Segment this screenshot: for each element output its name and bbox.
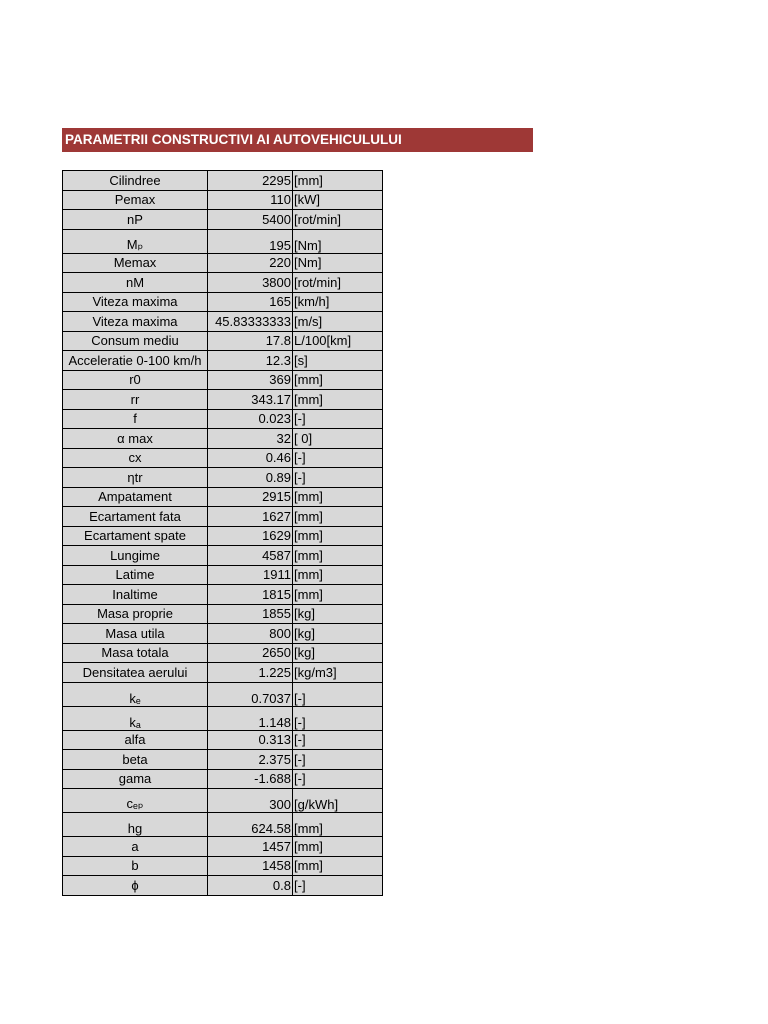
- parameter-unit-cell[interactable]: [-]: [293, 468, 383, 488]
- table-row: [63, 331, 383, 351]
- parameter-name-cell[interactable]: nP: [63, 210, 208, 230]
- parameter-unit-cell[interactable]: [km/h]: [293, 292, 383, 312]
- parameter-unit-cell[interactable]: [mm]: [293, 856, 383, 876]
- parameter-name-cell[interactable]: Masa utila: [63, 624, 208, 644]
- parameter-unit-cell[interactable]: [Nm]: [293, 253, 383, 273]
- parameter-unit-cell[interactable]: [Nm]: [293, 229, 383, 253]
- parameter-unit-cell[interactable]: [kg/m3]: [293, 663, 383, 683]
- parameter-value-cell[interactable]: 1815: [208, 585, 293, 605]
- parameter-name-cell[interactable]: ηtr: [63, 468, 208, 488]
- parameter-value-cell[interactable]: 0.46: [208, 448, 293, 468]
- parameter-name-cell[interactable]: Lungime: [63, 546, 208, 566]
- parameter-value-cell[interactable]: 624.58: [208, 813, 293, 837]
- table-row: [63, 769, 383, 789]
- table-row: [63, 643, 383, 663]
- parameter-value-cell[interactable]: 0.313: [208, 730, 293, 750]
- parameter-name-cell[interactable]: Viteza maxima: [63, 312, 208, 332]
- parameter-unit-cell[interactable]: [m/s]: [293, 312, 383, 332]
- parameter-name-cell[interactable]: beta: [63, 750, 208, 770]
- parameter-value-cell[interactable]: 12.3: [208, 351, 293, 371]
- parameter-name-cell[interactable]: cx: [63, 448, 208, 468]
- parameter-unit-cell[interactable]: [rot/min]: [293, 210, 383, 230]
- parameter-unit-cell[interactable]: [mm]: [293, 837, 383, 857]
- parameter-unit-cell[interactable]: [mm]: [293, 813, 383, 837]
- table-row: [63, 210, 383, 230]
- table-row: [63, 663, 383, 683]
- parameter-value-cell[interactable]: 0.7037: [208, 682, 293, 706]
- parameter-unit-cell[interactable]: L/100[km]: [293, 331, 383, 351]
- parameter-value-cell[interactable]: 2915: [208, 487, 293, 507]
- parameter-name-cell[interactable]: kₑ: [63, 682, 208, 706]
- parameter-unit-cell[interactable]: [-]: [293, 730, 383, 750]
- table-row: [63, 229, 383, 253]
- parameter-value-cell[interactable]: 1.225: [208, 663, 293, 683]
- parameter-unit-cell[interactable]: [kW]: [293, 190, 383, 210]
- parameter-value-cell[interactable]: 3800: [208, 273, 293, 293]
- parameter-value-cell[interactable]: 369: [208, 370, 293, 390]
- table-row: [63, 624, 383, 644]
- parameter-value-cell[interactable]: 220: [208, 253, 293, 273]
- table-row: [63, 585, 383, 605]
- table-row: [63, 876, 383, 896]
- parameters-table-body: [63, 171, 383, 896]
- parameter-name-cell[interactable]: Masa proprie: [63, 604, 208, 624]
- table-row: [63, 273, 383, 293]
- parameter-name-cell[interactable]: cₑₚ: [63, 789, 208, 813]
- parameter-value-cell[interactable]: 0.023: [208, 409, 293, 429]
- table-row: [63, 813, 383, 837]
- parameter-name-cell[interactable]: Viteza maxima: [63, 292, 208, 312]
- parameter-unit-cell[interactable]: [mm]: [293, 526, 383, 546]
- table-row: [63, 253, 383, 273]
- parameter-name-cell[interactable]: Pemax: [63, 190, 208, 210]
- parameter-unit-cell[interactable]: [-]: [293, 769, 383, 789]
- table-row: [63, 526, 383, 546]
- table-row: [63, 682, 383, 706]
- sheet-title: PARAMETRII CONSTRUCTIVI AI AUTOVEHICULULUI: [62, 128, 533, 152]
- parameter-name-cell[interactable]: Latime: [63, 565, 208, 585]
- parameter-name-cell[interactable]: rr: [63, 390, 208, 410]
- parameter-name-cell[interactable]: ϕ: [63, 876, 208, 896]
- parameter-unit-cell[interactable]: [kg]: [293, 624, 383, 644]
- table-row: [63, 487, 383, 507]
- parameter-value-cell[interactable]: 17.8: [208, 331, 293, 351]
- parameter-name-cell[interactable]: Ampatament: [63, 487, 208, 507]
- parameter-value-cell[interactable]: 45.83333333: [208, 312, 293, 332]
- parameter-unit-cell[interactable]: [-]: [293, 448, 383, 468]
- parameter-name-cell[interactable]: Cilindree: [63, 171, 208, 191]
- table-row: [63, 856, 383, 876]
- parameter-value-cell[interactable]: 1629: [208, 526, 293, 546]
- parameter-unit-cell[interactable]: [kg]: [293, 643, 383, 663]
- table-row: [63, 390, 383, 410]
- table-row: [63, 370, 383, 390]
- table-row: [63, 448, 383, 468]
- parameter-value-cell[interactable]: 110: [208, 190, 293, 210]
- table-row: [63, 789, 383, 813]
- parameter-value-cell[interactable]: 1911: [208, 565, 293, 585]
- table-row: [63, 190, 383, 210]
- parameter-name-cell[interactable]: kₐ: [63, 706, 208, 730]
- parameter-name-cell[interactable]: f: [63, 409, 208, 429]
- parameter-unit-cell[interactable]: [mm]: [293, 370, 383, 390]
- parameter-name-cell[interactable]: gama: [63, 769, 208, 789]
- parameter-name-cell[interactable]: Ecartament fata: [63, 507, 208, 527]
- parameter-value-cell[interactable]: 1627: [208, 507, 293, 527]
- parameter-unit-cell[interactable]: [-]: [293, 409, 383, 429]
- parameter-value-cell[interactable]: 1457: [208, 837, 293, 857]
- parameter-name-cell[interactable]: b: [63, 856, 208, 876]
- parameter-value-cell[interactable]: 4587: [208, 546, 293, 566]
- parameter-name-cell[interactable]: Ecartament spate: [63, 526, 208, 546]
- parameter-unit-cell[interactable]: [-]: [293, 876, 383, 896]
- table-row: [63, 312, 383, 332]
- parameter-unit-cell[interactable]: [mm]: [293, 171, 383, 191]
- parameter-name-cell[interactable]: α max: [63, 429, 208, 449]
- parameter-value-cell[interactable]: 1855: [208, 604, 293, 624]
- parameter-value-cell[interactable]: 800: [208, 624, 293, 644]
- parameter-unit-cell[interactable]: [g/kWh]: [293, 789, 383, 813]
- parameter-name-cell[interactable]: Memax: [63, 253, 208, 273]
- parameter-name-cell[interactable]: a: [63, 837, 208, 857]
- parameter-name-cell[interactable]: nM: [63, 273, 208, 293]
- table-row: [63, 604, 383, 624]
- table-row: [63, 546, 383, 566]
- parameter-unit-cell[interactable]: [-]: [293, 706, 383, 730]
- parameter-unit-cell[interactable]: [mm]: [293, 507, 383, 527]
- parameter-value-cell[interactable]: 300: [208, 789, 293, 813]
- parameter-value-cell[interactable]: -1.688: [208, 769, 293, 789]
- table-row: [63, 730, 383, 750]
- parameter-value-cell[interactable]: 343.17: [208, 390, 293, 410]
- parameter-unit-cell[interactable]: [kg]: [293, 604, 383, 624]
- parameter-unit-cell[interactable]: [ 0]: [293, 429, 383, 449]
- table-row: [63, 750, 383, 770]
- parameter-unit-cell[interactable]: [-]: [293, 750, 383, 770]
- parameter-name-cell[interactable]: Inaltime: [63, 585, 208, 605]
- table-row: [63, 706, 383, 730]
- parameter-name-cell[interactable]: Masa totala: [63, 643, 208, 663]
- table-row: [63, 171, 383, 191]
- table-row: [63, 837, 383, 857]
- parameter-name-cell[interactable]: hg: [63, 813, 208, 837]
- table-row: [63, 429, 383, 449]
- parameter-value-cell[interactable]: 5400: [208, 210, 293, 230]
- parameter-value-cell[interactable]: 1458: [208, 856, 293, 876]
- table-row: [63, 409, 383, 429]
- parameter-value-cell[interactable]: 165: [208, 292, 293, 312]
- parameter-value-cell[interactable]: 2.375: [208, 750, 293, 770]
- parameter-name-cell[interactable]: alfa: [63, 730, 208, 750]
- parameter-unit-cell[interactable]: [mm]: [293, 585, 383, 605]
- parameter-value-cell[interactable]: 32: [208, 429, 293, 449]
- parameter-unit-cell[interactable]: [mm]: [293, 487, 383, 507]
- table-row: [63, 565, 383, 585]
- table-row: [63, 507, 383, 527]
- parameter-unit-cell[interactable]: [-]: [293, 682, 383, 706]
- parameter-value-cell[interactable]: 1.148: [208, 706, 293, 730]
- parameter-value-cell[interactable]: 0.8: [208, 876, 293, 896]
- parameter-name-cell[interactable]: Mₚ: [63, 229, 208, 253]
- table-row: [63, 292, 383, 312]
- parameter-unit-cell[interactable]: [mm]: [293, 546, 383, 566]
- parameter-name-cell[interactable]: Consum mediu: [63, 331, 208, 351]
- parameter-value-cell[interactable]: 2295: [208, 171, 293, 191]
- parameter-name-cell[interactable]: Acceleratie 0-100 km/h: [63, 351, 208, 371]
- parameter-unit-cell[interactable]: [mm]: [293, 390, 383, 410]
- parameter-value-cell[interactable]: 0.89: [208, 468, 293, 488]
- parameters-table: [62, 170, 383, 896]
- parameter-name-cell[interactable]: r0: [63, 370, 208, 390]
- parameter-unit-cell[interactable]: [rot/min]: [293, 273, 383, 293]
- parameter-value-cell[interactable]: 195: [208, 229, 293, 253]
- table-row: [63, 468, 383, 488]
- parameter-name-cell[interactable]: Densitatea aerului: [63, 663, 208, 683]
- parameter-unit-cell[interactable]: [s]: [293, 351, 383, 371]
- table-row: [63, 351, 383, 371]
- parameter-unit-cell[interactable]: [mm]: [293, 565, 383, 585]
- parameter-value-cell[interactable]: 2650: [208, 643, 293, 663]
